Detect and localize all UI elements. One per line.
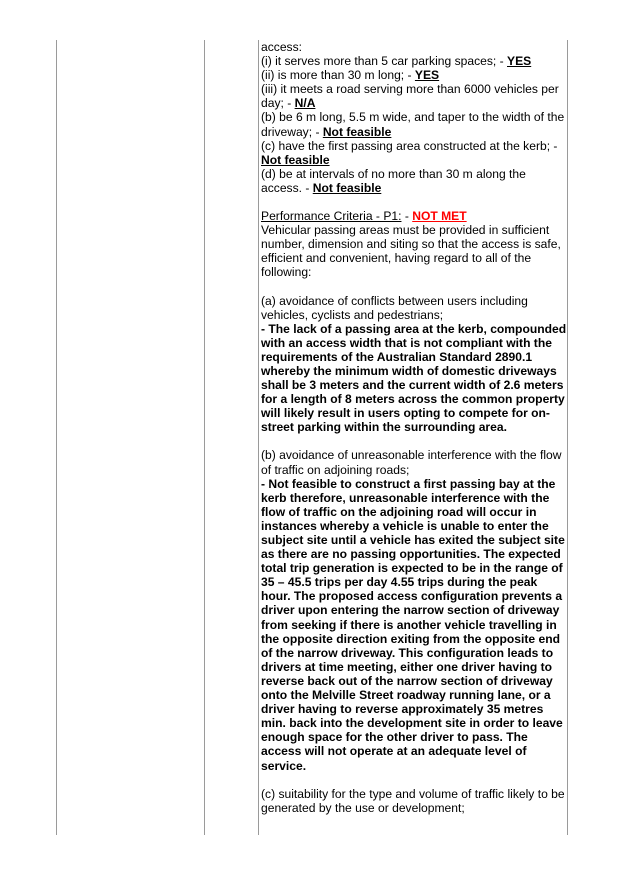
verdict-not-feasible-d: Not feasible [312, 180, 382, 195]
line-b: (b) be 6 m long, 5.5 m wide, and taper to the width of the driveway; - Not feasible [261, 110, 565, 139]
line-iii: (iii) it meets a road serving more than 6000 vehicles per day; - N/A [261, 82, 559, 111]
table-border-col2 [204, 40, 205, 835]
performance-criteria-heading: Performance Criteria - P1: - NOT MET [261, 209, 467, 224]
performance-criteria-label: Performance Criteria - P1: [261, 209, 402, 224]
verdict-na: N/A [294, 96, 316, 111]
table-border-col3 [258, 40, 259, 835]
table-border-left [56, 40, 57, 835]
criterion-a-text: (a) avoidance of conflicts between users including vehicles, cyclists and pedestrians; [261, 293, 528, 322]
line-i: (i) it serves more than 5 car parking spaces; - YES [261, 54, 532, 69]
line-d: (d) be at intervals of no more than 30 m along the access. - Not feasible [261, 166, 526, 195]
criterion-a-assessment: - The lack of a passing area at the kerb, compounded with an access width that is not compliant with the requirements of the Australian Standard 2890.1 whereby the minimum width of domestic driveways shall be 3 meters and the current width of 2.6 meters for a length of 8 meters across the common property will likely result in users opting to compete for on-street parking within the surrounding area. [261, 321, 567, 435]
status-not-met: NOT MET [412, 209, 467, 224]
verdict-not-feasible-c: Not feasible [261, 152, 330, 167]
criterion-c-text: (c) suitability for the type and volume of traffic likely to be generated by the use or development; [261, 786, 565, 815]
verdict-yes-2: YES [414, 68, 440, 83]
performance-intro: Vehicular passing areas must be provided in sufficient number, dimension and siting so that the access is safe, efficient and convenient, having regard to all of the following: [261, 223, 561, 280]
verdict-yes-1: YES [507, 54, 532, 69]
line-ii: (ii) is more than 30 m long; - YES [261, 68, 440, 83]
line-c: (c) have the first passing area constructed at the kerb; - Not feasible [261, 138, 558, 167]
assessment-cell [261, 40, 569, 815]
line-access: access: [261, 40, 302, 54]
criterion-b-assessment: - Not feasible to construct a first passing bay at the kerb therefore, unreasonable interference with the flow of traffic on the adjoining road will occur in instances whereby a vehicle is unable to enter the subject site until a vehicle has exited the subject site as there are no passing opportunities. The expected total trip generation is expected to be in the range of 35 – 45.5 trips per day 4.55 trips during the peak hour. The proposed access configuration prevents a driver upon entering the narrow section of driveway from seeking if there is another vehicle travelling in the opposite direction exiting from the opposite end of the narrow driveway. This configuration leads to drivers at time meeting, either one driver having to reverse back out of the narrow section of driveway onto the Melville Street roadway running lane, or a driver having to reverse approximately 35 metres min. back into the development site in order to leave enough space for the other driver to pass. The access will not operate at an adequate level of service. [261, 476, 565, 773]
verdict-not-feasible-b: Not feasible [322, 124, 392, 139]
criterion-b-text: (b) avoidance of unreasonable interference with the flow of traffic on adjoining roads; [261, 448, 562, 477]
